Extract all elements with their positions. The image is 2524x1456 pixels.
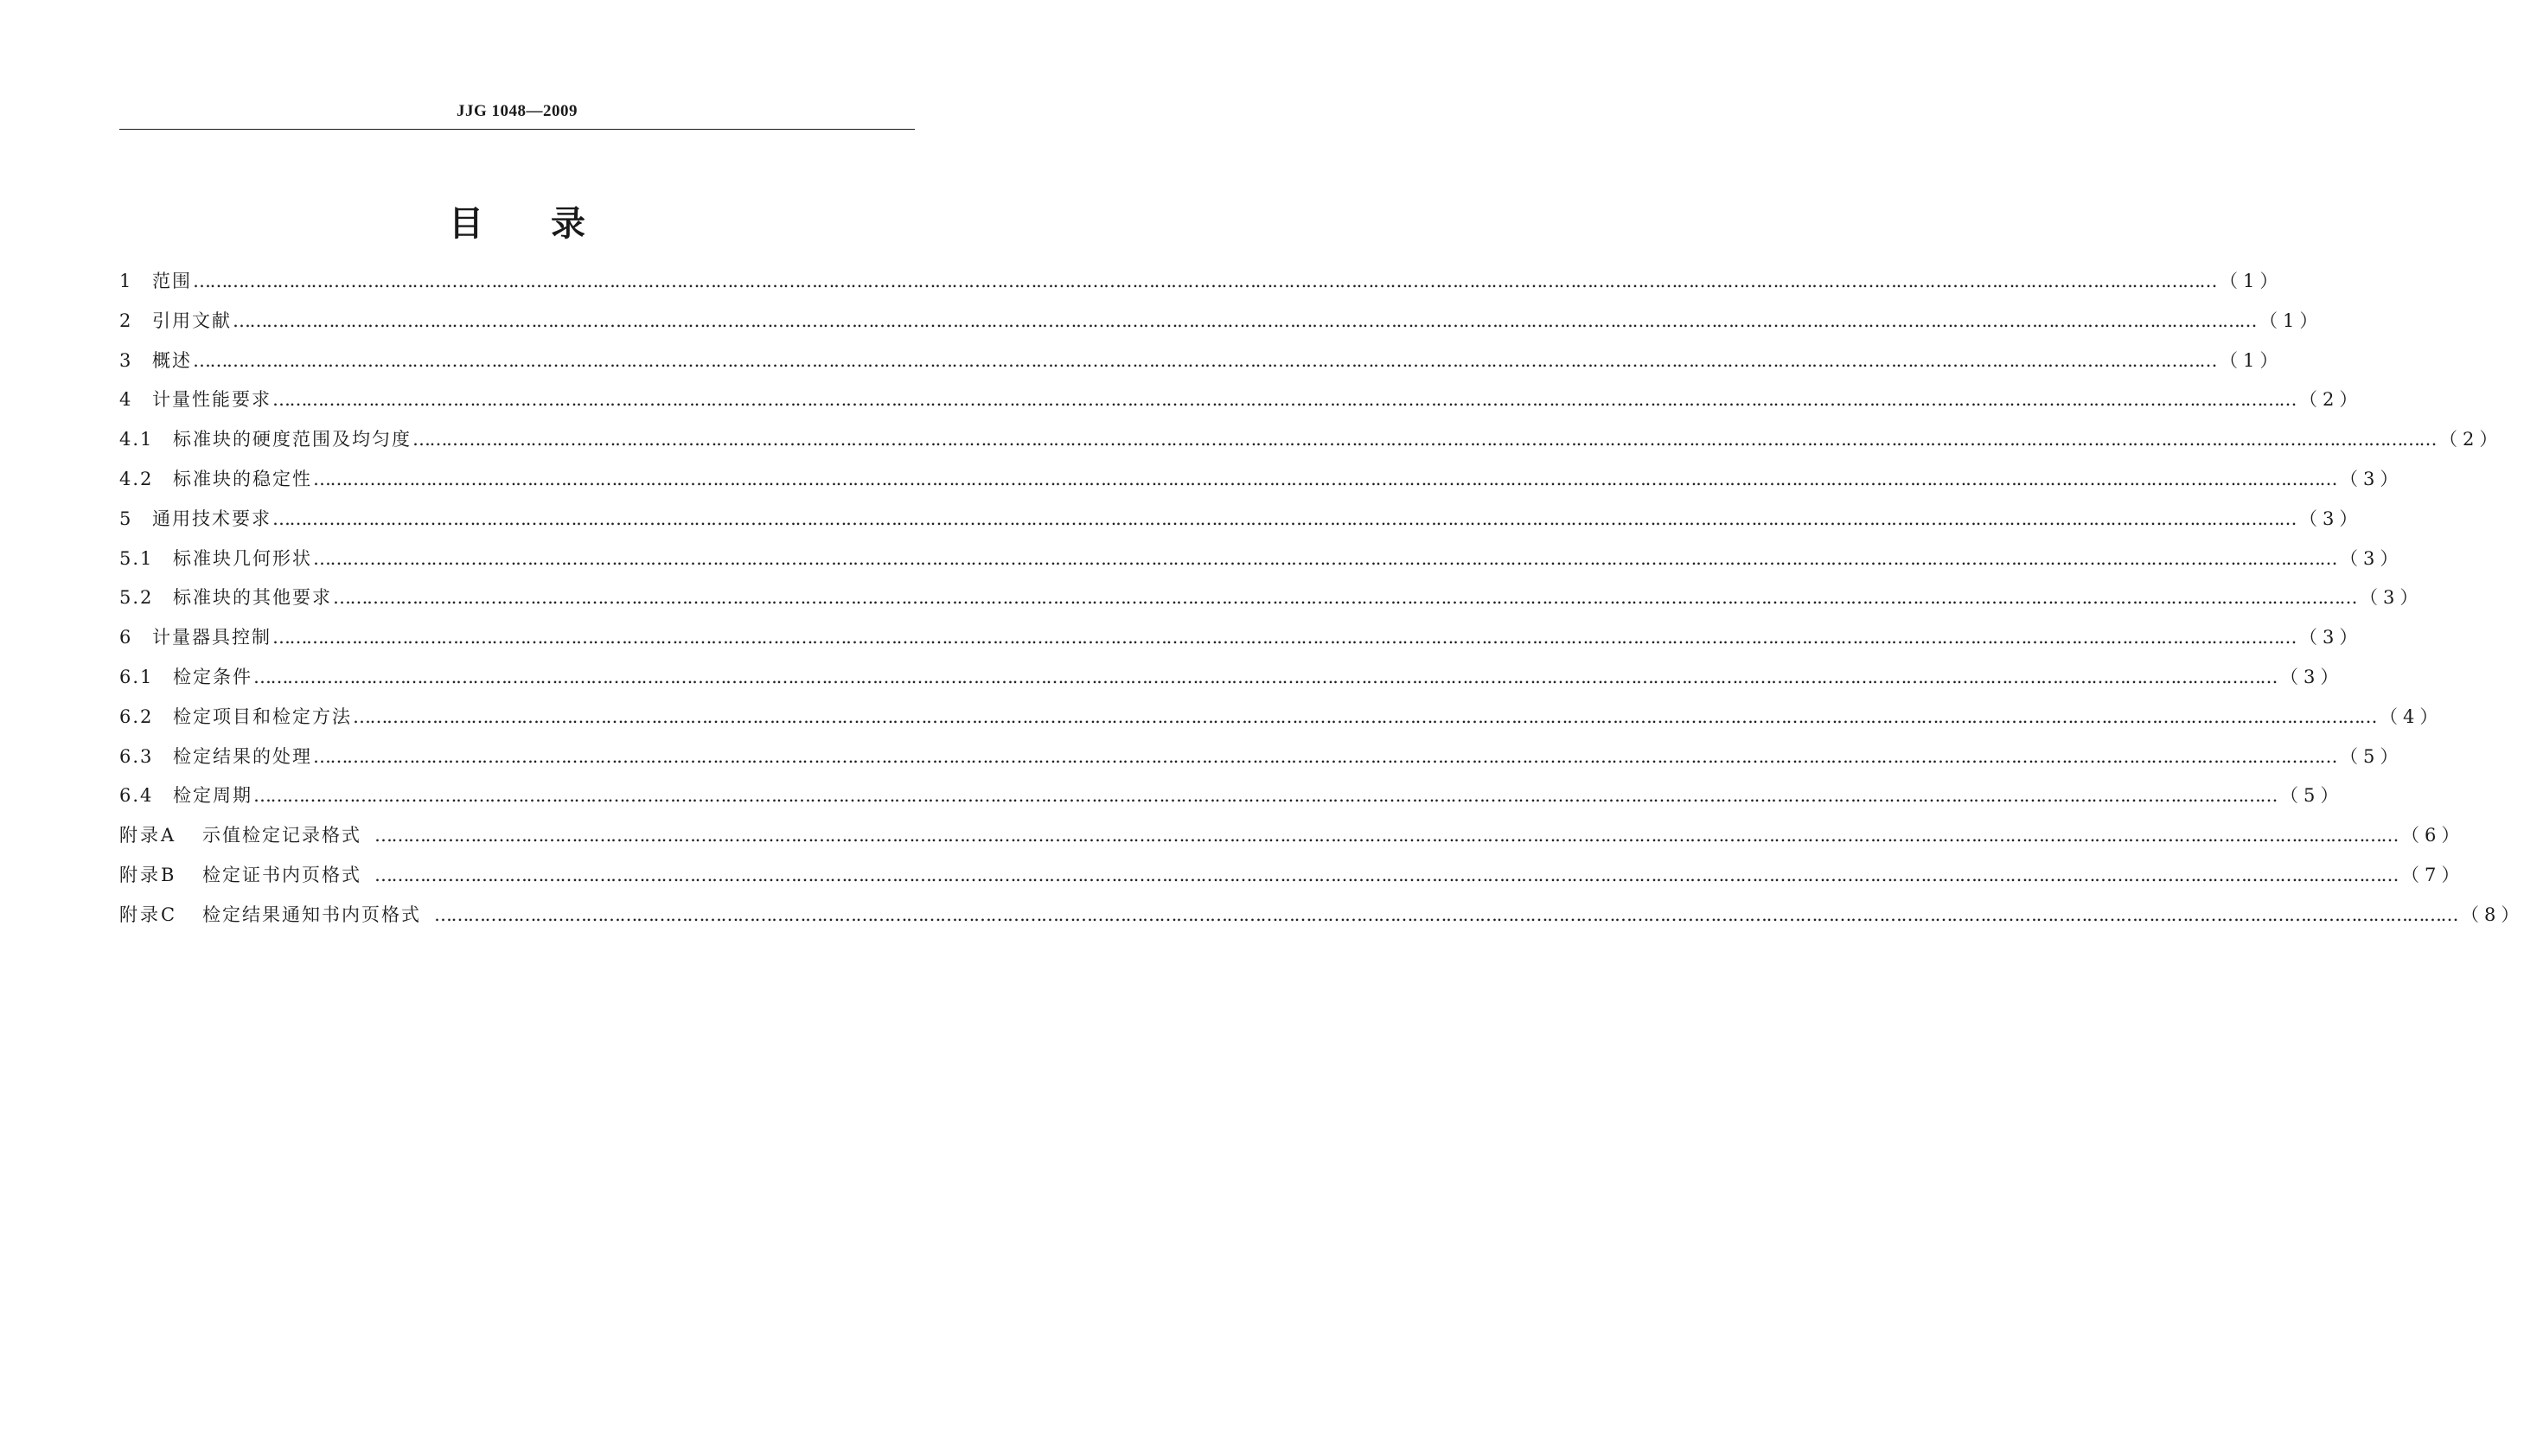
toc-entry-page: （6） [2401,825,2465,846]
toc-entry[interactable] [119,863,2465,903]
dot-leader: ……………………………………………………………………………………………………………………………………………………………………………………………………………………………………………………………………………………………………………………………… [313,547,2336,569]
toc-entry[interactable] [119,665,2344,705]
toc-entry-title: 引用文献 [152,310,232,331]
toc-entry-title: 示值检定记录格式 [202,825,361,846]
toc-entry-title: 检定条件 [173,666,252,687]
toc-entry-page: （1） [2259,310,2323,331]
toc-title-char: 目 [449,204,483,244]
toc-entry[interactable] [119,744,2404,784]
toc-entry-number: 4.1 [119,429,154,450]
toc-entry-title: 标准块的硬度范围及均匀度 [173,429,412,450]
toc-entry-number: 5.1 [119,547,154,569]
toc-entry-page: （2） [2439,429,2503,450]
toc-entry-page: （1） [2220,349,2284,371]
toc-entry-title: 通用技术要求 [152,508,272,529]
toc-entry-page: （4） [2380,706,2444,727]
table-of-contents [119,269,2524,942]
toc-entry-title: 检定结果的处理 [173,745,312,767]
toc-entry-number: 6.3 [119,745,154,767]
toc-entry-page: （3） [2299,627,2363,648]
toc-entry-number: 5 [119,508,133,529]
toc-entry-title: 计量性能要求 [152,389,272,411]
toc-entry[interactable] [119,823,2465,863]
toc-title-char: 录 [551,204,585,244]
toc-entry[interactable] [119,783,2344,823]
toc-entry-title: 范围 [152,271,192,291]
toc-entry-number: 附录A [119,825,177,846]
toc-entry-title: 标准块的其他要求 [173,587,332,609]
toc-entry-title: 标准块的稳定性 [173,468,312,489]
dot-leader: ……………………………………………………………………………………………………………………………………………………………………………………………………………………………………………………………………………………………………………………………… [253,666,2277,687]
toc-entry[interactable] [119,348,2284,388]
toc-entry-number: 6 [119,627,133,648]
toc-entry-number: 6.2 [119,706,154,727]
toc-entry-number: 4.2 [119,468,154,489]
toc-entry-number: 1 [119,271,133,291]
dot-leader: ……………………………………………………………………………………………………………………………………………………………………………………………………………………………………………………………………………………………………………………………… [272,389,2296,411]
dot-leader: ……………………………………………………………………………………………………………………………………………………………………………………………………………………………………………………………………………………………………………………………… [353,706,2376,727]
toc-entry[interactable] [119,427,2503,467]
toc-entry-page: （1） [2220,271,2284,291]
toc-entry-page: （5） [2280,785,2344,807]
toc-entry-page: （3） [2280,666,2344,687]
toc-entry-page: （7） [2401,864,2465,885]
toc-entry[interactable] [119,585,2424,625]
toc-entry-number: 附录B [119,864,177,885]
toc-entry-title: 计量器具控制 [152,627,272,648]
dot-leader: ……………………………………………………………………………………………………………………………………………………………………………………………………………………………………………………………………………………………………………………………… [233,310,2256,331]
toc-entry[interactable] [119,467,2404,507]
toc-entry[interactable] [119,387,2363,427]
dot-leader: ……………………………………………………………………………………………………………………………………………………………………………………………………………………………………………………………………………………………………………………………… [272,508,2296,529]
toc-entry-number: 5.2 [119,587,154,609]
dot-leader: ……………………………………………………………………………………………………………………………………………………………………………………………………………………………………………………………………………………………………………………………… [272,627,2296,648]
toc-entry-page: （3） [2340,468,2404,489]
toc-entry-title: 检定周期 [173,785,252,807]
dot-leader: ……………………………………………………………………………………………………………………………………………………………………………………………………………………………………………………………………………………………………………………………… [253,785,2277,807]
dot-leader: ……………………………………………………………………………………………………………………………………………………………………………………………………………………………………………………………………………………………………………………………… [313,745,2336,767]
toc-title [119,201,915,247]
dot-leader: ……………………………………………………………………………………………………………………………………………………………………………………………………………………………………………………………………………………………………………………………… [374,864,2398,885]
toc-entry-page: （3） [2340,547,2404,569]
running-header: JJG 1048—2009 [456,102,578,120]
toc-entry-title: 检定结果通知书内页格式 [202,904,421,925]
toc-entry-number: 附录C [119,904,178,925]
toc-entry[interactable] [119,625,2363,665]
toc-entry-number: 3 [119,349,133,371]
header-rule [119,129,915,130]
toc-entry-title: 检定证书内页格式 [202,864,361,885]
toc-entry-title: 概述 [152,349,192,371]
toc-entry-page: （2） [2299,389,2363,411]
toc-entry-number: 2 [119,310,133,331]
toc-entry-page: （5） [2340,745,2404,767]
toc-entry[interactable] [119,546,2404,586]
dot-leader: ……………………………………………………………………………………………………………………………………………………………………………………………………………………………………………………………………………………………………………………………… [193,349,2216,371]
dot-leader: ……………………………………………………………………………………………………………………………………………………………………………………………………………………………………………………………………………………………………………………………… [412,429,2436,450]
toc-entry[interactable] [119,705,2444,744]
dot-leader: ……………………………………………………………………………………………………………………………………………………………………………………………………………………………………………………………………………………………………………………………… [313,468,2336,489]
dot-leader: ……………………………………………………………………………………………………………………………………………………………………………………………………………………………………………………………………………………………………………………………… [333,587,2356,609]
toc-entry-number: 6.4 [119,785,154,807]
toc-entry[interactable] [119,903,2524,942]
toc-entry[interactable] [119,309,2323,348]
toc-entry-number: 4 [119,389,133,411]
toc-entry-title: 检定项目和检定方法 [173,706,352,727]
toc-entry[interactable] [119,507,2363,546]
toc-entry-page: （3） [2299,508,2363,529]
toc-entry[interactable] [119,269,2284,309]
dot-leader: ……………………………………………………………………………………………………………………………………………………………………………………………………………………………………………………………………………………………………………………………… [434,904,2457,925]
dot-leader: ……………………………………………………………………………………………………………………………………………………………………………………………………………………………………………………………………………………………………………………………… [374,825,2398,846]
toc-entry-title: 标准块几何形状 [173,547,312,569]
dot-leader: ……………………………………………………………………………………………………………………………………………………………………………………………………………………………………………………………………………………………………………………………… [193,271,2216,291]
toc-entry-number: 6.1 [119,666,154,687]
toc-entry-page: （8） [2461,904,2524,925]
toc-entry-page: （3） [2360,587,2424,609]
